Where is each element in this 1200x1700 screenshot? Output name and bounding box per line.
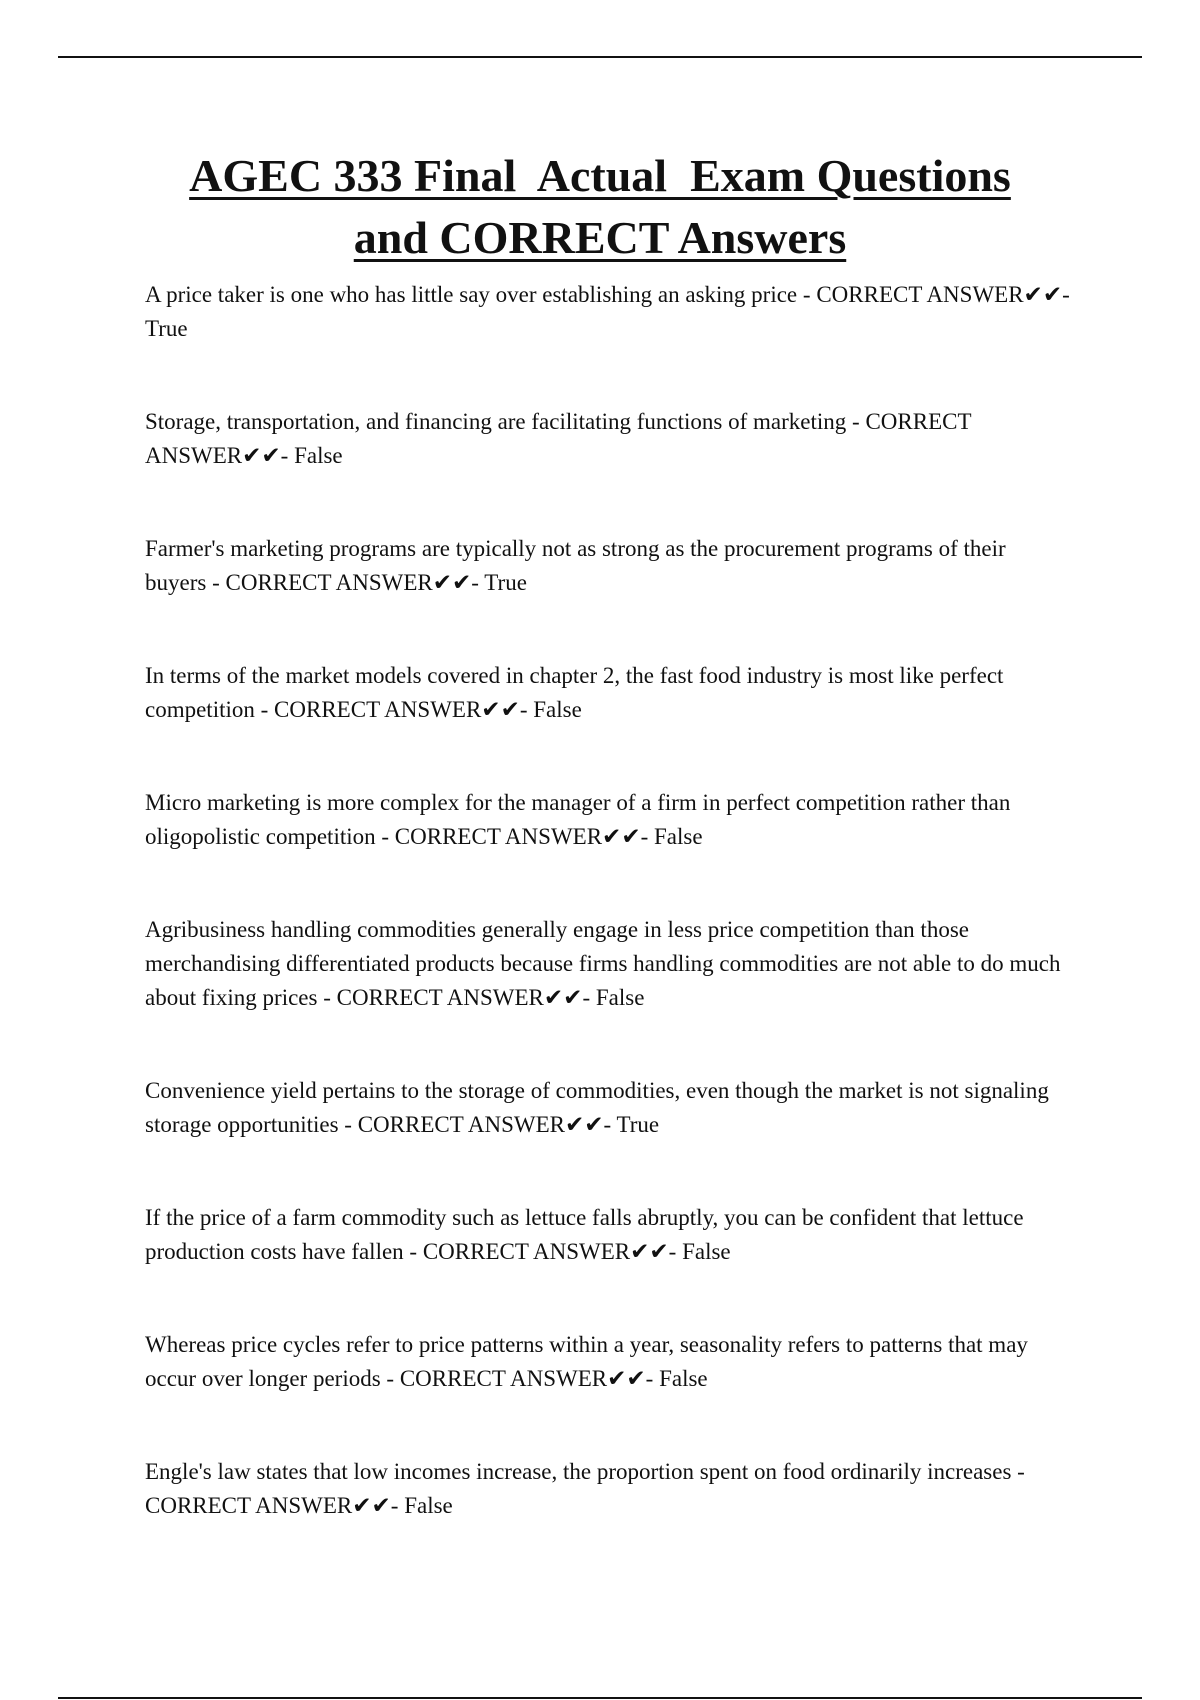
qa-item: Agribusiness handling commodities generally engage in less price competition than those merchandising differentiated products because firms handling commodities are not able to do much about fixing prices - CORRECT ANSWER✔✔- False (145, 917, 1061, 1010)
question-text: If the price of a farm commodity such as lettuce falls abruptly, you can be confident that lettuce production costs have fallen (145, 1205, 1024, 1264)
qa-item: Micro marketing is more complex for the manager of a firm in perfect competition rather than oligopolistic competition - CORRECT ANSWER✔✔- False (145, 790, 1011, 849)
qa-item: In terms of the market models covered in chapter 2, the fast food industry is most like perfect competition - CORRECT ANSWER✔✔- False (145, 663, 1004, 722)
answer-text: True (484, 570, 527, 595)
question-text: Micro marketing is more complex for the manager of a firm in perfect competition rather than oligopolistic competition (145, 790, 1011, 849)
qa-item: Whereas price cycles refer to price patterns within a year, seasonality refers to patterns that may occur over longer periods - CORRECT ANSWER✔✔- False (145, 1332, 1028, 1391)
question-text: Agribusiness handling commodities generally engage in less price competition than those merchandising differentiated products because firms handling commodities are not able to do much about fixing prices (145, 917, 1061, 1010)
qa-item: If the price of a farm commodity such as lettuce falls abruptly, you can be confident that lettuce production costs have fallen - CORRECT ANSWER✔✔- False (145, 1205, 1024, 1264)
answer-text: False (294, 443, 343, 468)
answer-text: False (654, 824, 703, 849)
bottom-rule (58, 1697, 1142, 1699)
correct-answer-marker: CORRECT ANSWER✔✔ (816, 282, 1063, 307)
correct-answer-marker: CORRECT ANSWER✔✔ (336, 985, 583, 1010)
question-text: In terms of the market models covered in chapter 2, the fast food industry is most like perfect competition (145, 663, 1004, 722)
question-text: A price taker is one who has little say over establishing an asking price (145, 282, 798, 307)
qa-list (145, 278, 1070, 1582)
answer-text: False (659, 1366, 708, 1391)
question-text: Whereas price cycles refer to price patterns within a year, seasonality refers to patterns that may occur over longer periods (145, 1332, 1028, 1391)
qa-item: Engle's law states that low incomes increase, the proportion spent on food ordinarily increases - CORRECT ANSWER✔✔- False (145, 1459, 1025, 1518)
answer-text: False (682, 1239, 731, 1264)
correct-answer-marker: CORRECT ANSWER✔✔ (394, 824, 641, 849)
qa-item: Convenience yield pertains to the storage of commodities, even though the market is not signaling storage opportunities - CORRECT ANSWER✔✔- True (145, 1078, 1049, 1137)
answer-text: False (533, 697, 582, 722)
question-text: Convenience yield pertains to the storage of commodities, even though the market is not signaling storage opportunities (145, 1078, 1049, 1137)
qa-item: Storage, transportation, and financing are facilitating functions of marketing - CORRECT ANSWER✔✔- False (145, 409, 972, 468)
answer-text: False (595, 985, 645, 1010)
correct-answer-marker: CORRECT ANSWER✔✔ (422, 1239, 669, 1264)
correct-answer-marker: CORRECT ANSWER✔✔ (357, 1112, 604, 1137)
answer-text: True (616, 1112, 660, 1137)
answer-text: True (145, 316, 188, 341)
correct-answer-marker: CORRECT ANSWER✔✔ (274, 697, 520, 722)
qa-item: A price taker is one who has little say over establishing an asking price - CORRECT ANSWER✔✔- True (145, 282, 1070, 341)
document-title: AGEC 333 Final Actual Exam Questions and CORRECT Answers (189, 150, 1011, 263)
correct-answer-marker: CORRECT ANSWER✔✔ (145, 409, 972, 468)
correct-answer-marker: CORRECT ANSWER✔✔ (145, 1493, 391, 1518)
question-text: Storage, transportation, and financing are facilitating functions of marketing (145, 409, 847, 434)
top-rule (58, 56, 1142, 58)
qa-item: Farmer's marketing programs are typically not as strong as the procurement programs of their buyers - CORRECT ANSWER✔✔- True (145, 536, 1006, 595)
answer-text: False (404, 1493, 453, 1518)
correct-answer-marker: CORRECT ANSWER✔✔ (399, 1366, 646, 1391)
correct-answer-marker: CORRECT ANSWER✔✔ (225, 570, 472, 595)
question-text: Engle's law states that low incomes increase, the proportion spent on food ordinarily increases (145, 1459, 1012, 1484)
question-text: Farmer's marketing programs are typically not as strong as the procurement programs of their buyers (145, 536, 1006, 595)
